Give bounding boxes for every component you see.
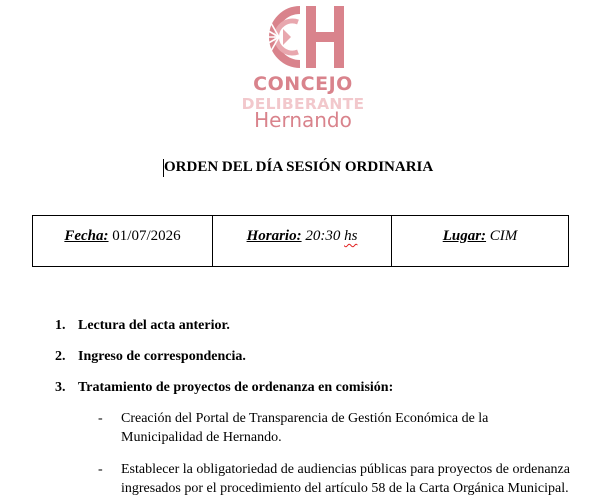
concejo-logo (240, 4, 366, 132)
logo-text-hernando: Hernando (254, 108, 352, 132)
subitem-line: Establecer la obligatoriedad de audiencias públicas para proyectos de ordenanza (121, 462, 570, 477)
fecha-label: Fecha: (64, 228, 109, 244)
horario-cell[interactable] (212, 216, 391, 266)
horario-unit-spellcheck: hs (344, 228, 358, 244)
lugar-cell[interactable] (391, 216, 568, 266)
agenda-item[interactable] (55, 380, 393, 396)
document-title[interactable]: ORDEN DEL DÍA SESIÓN ORDINARIA (164, 159, 434, 175)
subitem-line: ingresados por el procedimiento del artículo 58 de la Carta Orgánica Municipal. (121, 481, 569, 496)
fecha-value: 01/07/2026 (112, 228, 181, 244)
subitem-line: Creación del Portal de Transparencia de Gestión Económica de la (121, 411, 489, 426)
lugar-value: CIM (489, 228, 518, 244)
agenda-item[interactable] (55, 318, 230, 334)
logo-text-concejo: CONCEJO (253, 73, 353, 95)
agenda-item[interactable] (55, 349, 246, 365)
subitem-line: Municipalidad de Hernando. (121, 430, 282, 445)
agenda-item-text: Lectura del acta anterior. (78, 318, 230, 333)
fecha-cell[interactable] (33, 216, 212, 266)
subitem-bullet: - (98, 462, 103, 477)
horario-value: 20:30 (305, 228, 341, 244)
agenda-item-number: 1. (55, 318, 66, 333)
concejo-h-emblem-icon (248, 4, 360, 70)
subitem-bullet: - (98, 411, 103, 426)
session-info-table (32, 215, 569, 267)
agenda-item-text: Tratamiento de proyectos de ordenanza en comisión: (78, 380, 394, 395)
agenda-item-number: 2. (55, 349, 66, 364)
lugar-label: Lugar: (442, 228, 487, 244)
agenda-item-text: Ingreso de correspondencia. (78, 349, 246, 364)
horario-label: Horario: (246, 228, 302, 244)
agenda-item-number: 3. (55, 380, 66, 395)
logo-text-deliberante: DELIBERANTE (241, 95, 365, 113)
